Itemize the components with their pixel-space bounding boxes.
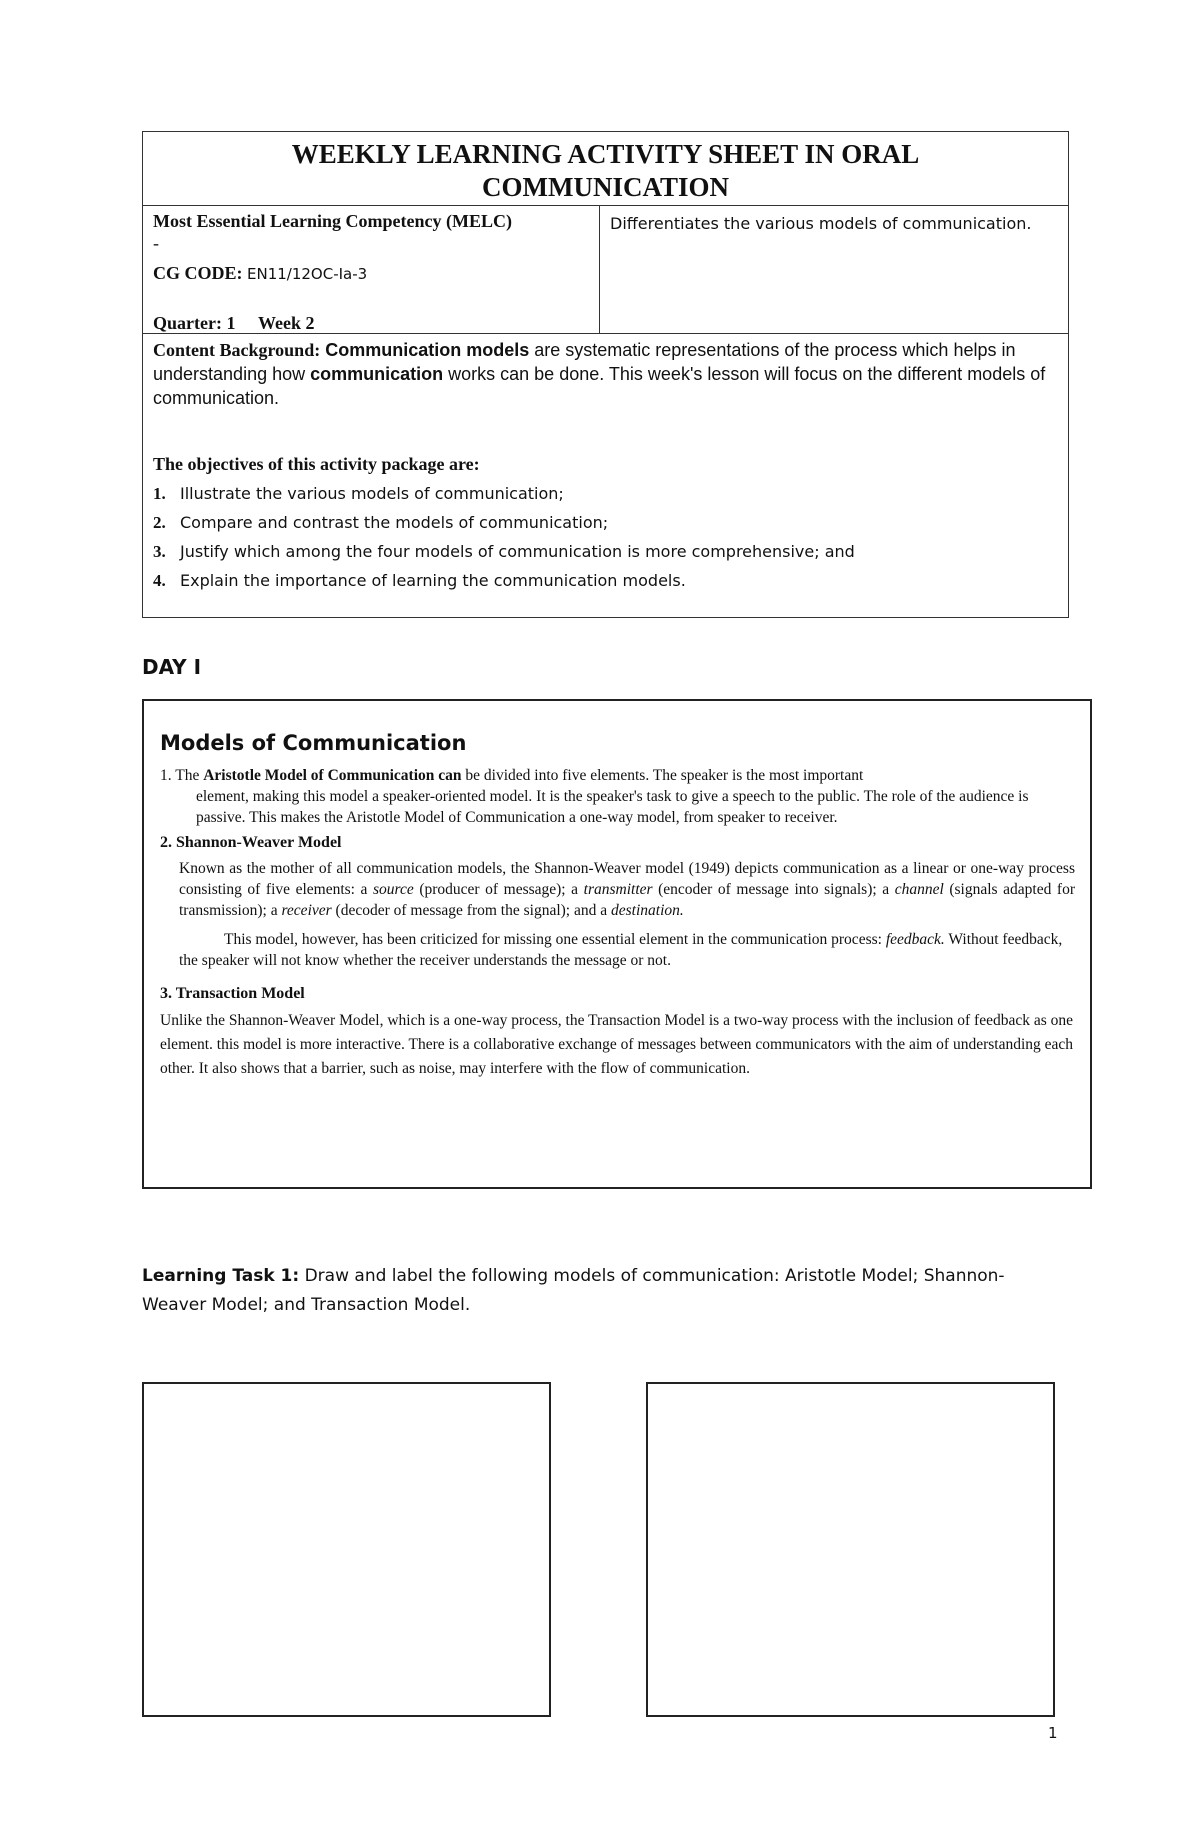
models-title: Models of Communication [160,731,467,755]
quarter-week-line [153,312,314,334]
title-line-2: COMMUNICATION [482,172,729,202]
sw-text-a: Known as the mother of all communication models, the Shannon-Weaver model (1949) depicts communication as a linear or one-way process consisting of five elements: a [179,860,1075,898]
page-number: 1 [1048,1724,1058,1742]
term-communication: communication [310,364,444,384]
content-background-label: Content Background: [153,340,321,360]
quarter-label: Quarter: 1 [153,313,236,333]
term-communication-models: Communication models [325,340,530,360]
cg-code-label: CG CODE: [153,263,243,283]
objective-text: Illustrate the various models of communication; [180,484,564,503]
term-channel: channel [894,881,944,898]
objective-item [153,479,1058,508]
term-source: source [373,881,414,898]
aristotle-text-line-1: be divided into five elements. The speaker is the most important [461,767,864,784]
objective-text: Justify which among the four models of communication is more comprehensive; and [180,542,855,561]
learning-task-label: Learning Task 1: [142,1266,300,1286]
content-background-cell [143,334,1068,617]
objective-text: Explain the importance of learning the communication models. [180,571,686,590]
learning-task [142,1262,1042,1320]
header-table [142,131,1069,618]
objective-item [153,566,1058,595]
shannon-weaver-criticism [160,929,1075,971]
day-label: DAY I [142,655,202,679]
transaction-heading: 3. Transaction Model [160,985,305,1002]
sw-text-d: (signals adapted for transmission); a [179,881,1075,919]
objective-number: 2. [153,513,166,532]
shannon-weaver-heading: 2. Shannon-Weaver Model [160,834,342,851]
drawing-box-left[interactable] [142,1382,551,1717]
title-line-1: WEEKLY LEARNING ACTIVITY SHEET IN ORAL [291,139,920,169]
term-transmitter: transmitter [583,881,653,898]
content-background-text-1: are systematic representations of the process which helps in understanding how [153,340,1016,384]
aristotle-model-term: Aristotle Model of Communication can [203,767,462,784]
objective-number: 3. [153,542,166,561]
shannon-weaver-paragraph [160,858,1075,921]
objectives-list [153,479,1058,595]
transaction-paragraph: Unlike the Shannon-Weaver Model, which is a one-way process, the Transaction Model is a two-way process with the inclusion of feedback as one element. this model is more interactive. There is a collaborative exchange of messages between communicators with the aim of understanding each other. It also shows that a barrier, such as noise, may interfere with the flow of communication. [160,1012,1074,1077]
aristotle-prefix: 1. The [160,767,204,784]
sw-text-c: (encoder of message into signals); a [652,881,895,898]
objective-item [153,537,1058,566]
term-feedback: feedback. [885,931,945,948]
objective-number: 1. [153,484,166,503]
learning-task-text: Draw and label the following models of communication: Aristotle Model; Shannon-Weaver Model; and Transaction Model. [142,1266,1005,1315]
melc-dash: - [153,233,159,253]
melc-label: Most Essential Learning Competency (MELC) [153,211,512,231]
content-background-paragraph [153,338,1058,410]
cg-code-value: EN11/12OC-Ia-3 [247,265,368,283]
aristotle-text-continued: element, making this model a speaker-oriented model. It is the speaker's task to give a speech to the public. The role of the audience is passive. This makes the Aristotle Model of Communication a one-way model, from speaker to receiver. [196,788,1029,826]
cg-code-line [153,262,367,285]
sw-criticism-b: Without feedback, the speaker will not know whether the receiver understands the message or not. [179,931,1063,969]
melc-info-cell [143,206,600,333]
sw-text-e: (decoder of message from the signal); and a [331,902,611,919]
melc-row [143,206,1068,334]
sw-text-b: (producer of message); a [413,881,584,898]
week-label: Week 2 [257,313,315,333]
melc-value: Differentiates the various models of communication. [610,214,1032,233]
models-of-communication-box [142,699,1092,1189]
term-destination: destination. [611,902,684,919]
term-receiver: receiver [281,902,332,919]
drawing-box-right[interactable] [646,1382,1055,1717]
objective-text: Compare and contrast the models of communication; [180,513,609,532]
aristotle-model-paragraph [160,765,1075,786]
content-background-text-2: works can be done. This week's lesson will focus on the different models of communication. [153,364,1046,408]
worksheet-title [143,132,1068,206]
objective-item [153,508,1058,537]
sw-criticism-a: This model, however, has been criticized for missing one essential element in the communication process: [224,931,886,948]
objectives-title: The objectives of this activity package are: [153,454,480,474]
objective-number: 4. [153,571,166,590]
